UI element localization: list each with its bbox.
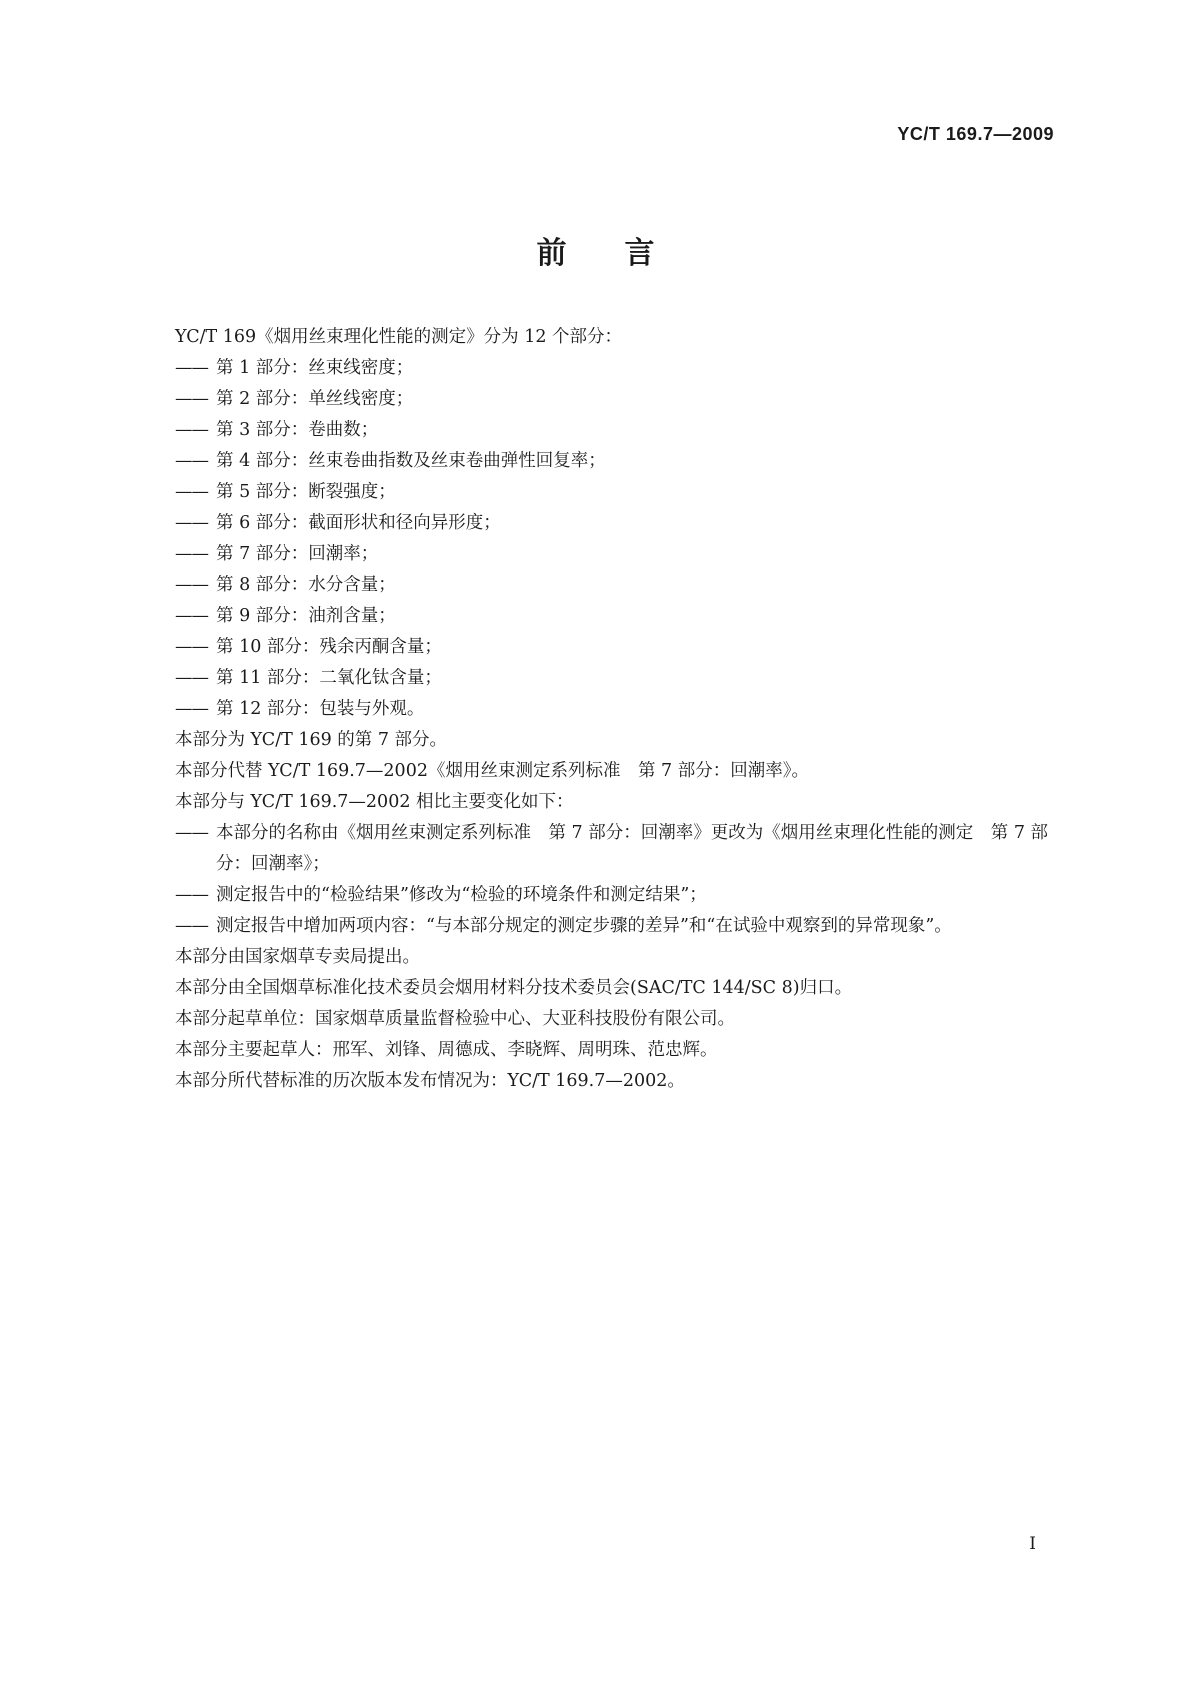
part-item (175, 446, 1057, 477)
closing-line: 本部分所代替标准的历次版本发布情况为：YC/T 169.7—2002。 (175, 1071, 685, 1091)
change-item (175, 818, 1057, 880)
part-text: 第 3 部分：卷曲数； (216, 420, 379, 440)
dash: —— (175, 885, 208, 905)
dash: —— (175, 451, 208, 471)
dash: —— (175, 575, 208, 595)
dash: —— (175, 389, 208, 409)
closing-line: 本部分起草单位：国家烟草质量监督检验中心、大亚科技股份有限公司。 (175, 1009, 735, 1029)
part-item (175, 632, 1057, 663)
part-text: 第 6 部分：截面形状和径向异形度； (216, 513, 501, 533)
closing-line: 本部分由国家烟草专卖局提出。 (175, 947, 420, 967)
change-text: 测定报告中的“检验结果”修改为“检验的环境条件和测定结果”； (216, 885, 707, 905)
change-item (175, 880, 1057, 911)
dash: —— (175, 606, 208, 626)
part-text: 第 7 部分：回潮率； (216, 544, 379, 564)
title-char-2: 言 (624, 236, 655, 271)
foreword-body (175, 322, 1057, 1097)
part-text: 第 12 部分：包装与外观。 (216, 699, 425, 719)
dash: —— (175, 916, 208, 936)
dash: —— (175, 668, 208, 688)
dash: —— (175, 544, 208, 564)
part-item (175, 415, 1057, 446)
part-item (175, 539, 1057, 570)
part-item (175, 353, 1057, 384)
page-title (0, 228, 1191, 272)
part-item (175, 508, 1057, 539)
closing-line: 本部分主要起草人：邢军、刘锋、周德成、李晓辉、周明珠、范忠辉。 (175, 1040, 718, 1060)
dash: —— (175, 358, 208, 378)
part-text: 第 10 部分：残余丙酮含量； (216, 637, 442, 657)
part-text: 第 9 部分：油剂含量； (216, 606, 396, 626)
part-text: 第 4 部分：丝束卷曲指数及丝束卷曲弹性回复率； (216, 451, 606, 471)
part-item (175, 570, 1057, 601)
page-number: I (1029, 1534, 1036, 1554)
dash: —— (175, 482, 208, 502)
replaces-statement: 本部分代替 YC/T 169.7—2002《烟用丝束测定系列标准 第 7 部分：回潮率》。 (175, 761, 809, 781)
part-text: 第 1 部分：丝束线密度； (216, 358, 414, 378)
change-text: 本部分的名称由《烟用丝束测定系列标准 第 7 部分：回潮率》更改为《烟用丝束理化性能的测定 第 7 部分：回潮率》； (216, 823, 1049, 874)
part-item (175, 601, 1057, 632)
part-text: 第 11 部分：二氧化钛含量； (216, 668, 442, 688)
changes-intro: 本部分与 YC/T 169.7—2002 相比主要变化如下： (175, 792, 574, 812)
part-item (175, 663, 1057, 694)
part-of-statement: 本部分为 YC/T 169 的第 7 部分。 (175, 730, 448, 750)
part-text: 第 5 部分：断裂强度； (216, 482, 396, 502)
part-item (175, 694, 1057, 725)
intro-line: YC/T 169《烟用丝束理化性能的测定》分为 12 个部分： (175, 327, 623, 347)
standard-code: YC/T 169.7—2009 (897, 124, 1054, 144)
title-char-1: 前 (536, 236, 567, 271)
dash: —— (175, 823, 208, 843)
dash: —— (175, 420, 208, 440)
part-text: 第 8 部分：水分含量； (216, 575, 396, 595)
closing-line: 本部分由全国烟草标准化技术委员会烟用材料分技术委员会(SAC/TC 144/SC 8)归口。 (175, 978, 853, 998)
part-item (175, 384, 1057, 415)
dash: —— (175, 513, 208, 533)
change-item (175, 911, 1057, 942)
part-item (175, 477, 1057, 508)
dash: —— (175, 637, 208, 657)
change-text: 测定报告中增加两项内容：“与本部分规定的测定步骤的差异”和“在试验中观察到的异常现象”。 (216, 916, 952, 936)
part-text: 第 2 部分：单丝线密度； (216, 389, 414, 409)
dash: —— (175, 699, 208, 719)
